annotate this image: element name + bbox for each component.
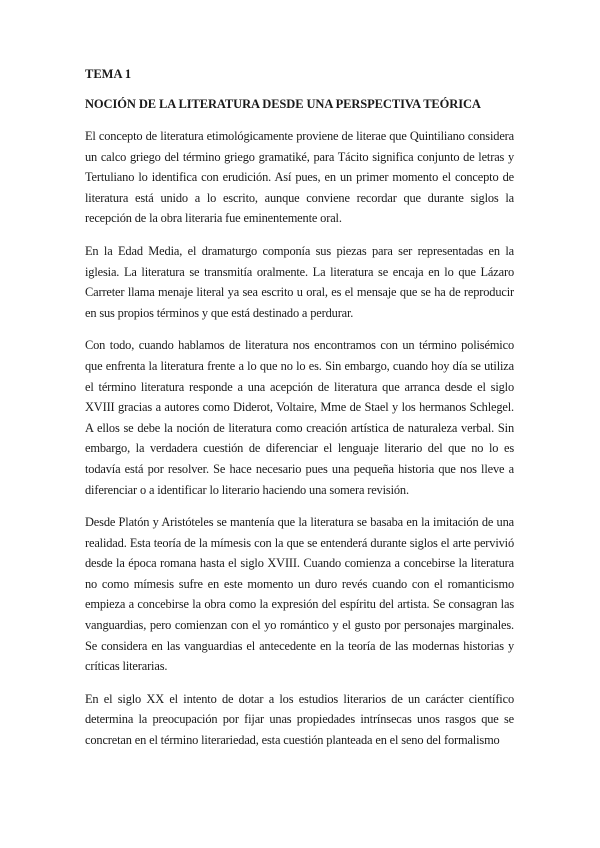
section-heading: TEMA 1	[85, 67, 132, 81]
document-title: NOCIÓN DE LA LITERATURA DESDE UNA PERSPECTIVA TEÓRICA	[85, 97, 481, 111]
paragraph-3: Con todo, cuando hablamos de literatura nos encontramos con un término polisémico que enfrenta la literatura frente a lo que no lo es. Sin embargo, cuando hoy día se utiliza el término literatura responde a una acepción de literatura que arranca desde el siglo XVIII gracias a autores como Diderot, Voltaire, Mme de Stael y los hermanos Schlegel. A ellos se debe la noción de literatura como creación artística de naturaleza verbal. Sin embargo, la verdadera cuestión de diferenciar el lenguaje literario del que no lo es todavía está por resolver. Se hace necesario pues una pequeña historia que nos lleve a diferenciar o a identificar lo literario haciendo una somera revisión.	[85, 338, 514, 497]
paragraph-5: En el siglo XX el intento de dotar a los estudios literarios de un carácter científico determina la preocupación por fijar unas propiedades intrínsecas unos rasgos que se concretan en el término literariedad, esta cuestión planteada en el seno del formalismo	[85, 691, 514, 748]
paragraph-1: El concepto de literatura etimológicamente proviene de literae que Quintiliano considera un calco griego del término griego gramatiké, para Tácito significa conjunto de letras y Tertuliano lo identifica con erudición. Así pues, en un primer momento el concepto de literatura está unido a lo escrito, aunque conviene recordar que durante siglos la recepción de la obra literaria fue eminentemente oral.	[85, 129, 514, 226]
paragraph-4: Desde Platón y Aristóteles se mantenía que la literatura se basaba en la imitación de una realidad. Esta teoría de la mímesis con la que se entenderá durante siglos el arte pervivió desde la época romana hasta el siglo XVIII. Cuando comienza a concebirse la literatura no como mímesis sufre en este momento un duro revés cuando con el romanticismo empieza a concebirse la obra como la expresión del espíritu del artista. Se consagran las vanguardias, pero comienzan con el yo romántico y el gusto por personajes marginales. Se considera en las vanguardias el antecedente en la teoría de las modernas historias y críticas literarias.	[85, 515, 514, 674]
paragraph-2: En la Edad Media, el dramaturgo componía sus piezas para ser representadas en la iglesia. La literatura se transmitía oralmente. La literatura se encaja en lo que Lázaro Carreter llama menaje literal ya sea escrito u oral, es el mensaje que se ha de reproducir en sus propios términos y que está destinado a perdurar.	[85, 243, 514, 320]
document-page	[85, 66, 514, 763]
